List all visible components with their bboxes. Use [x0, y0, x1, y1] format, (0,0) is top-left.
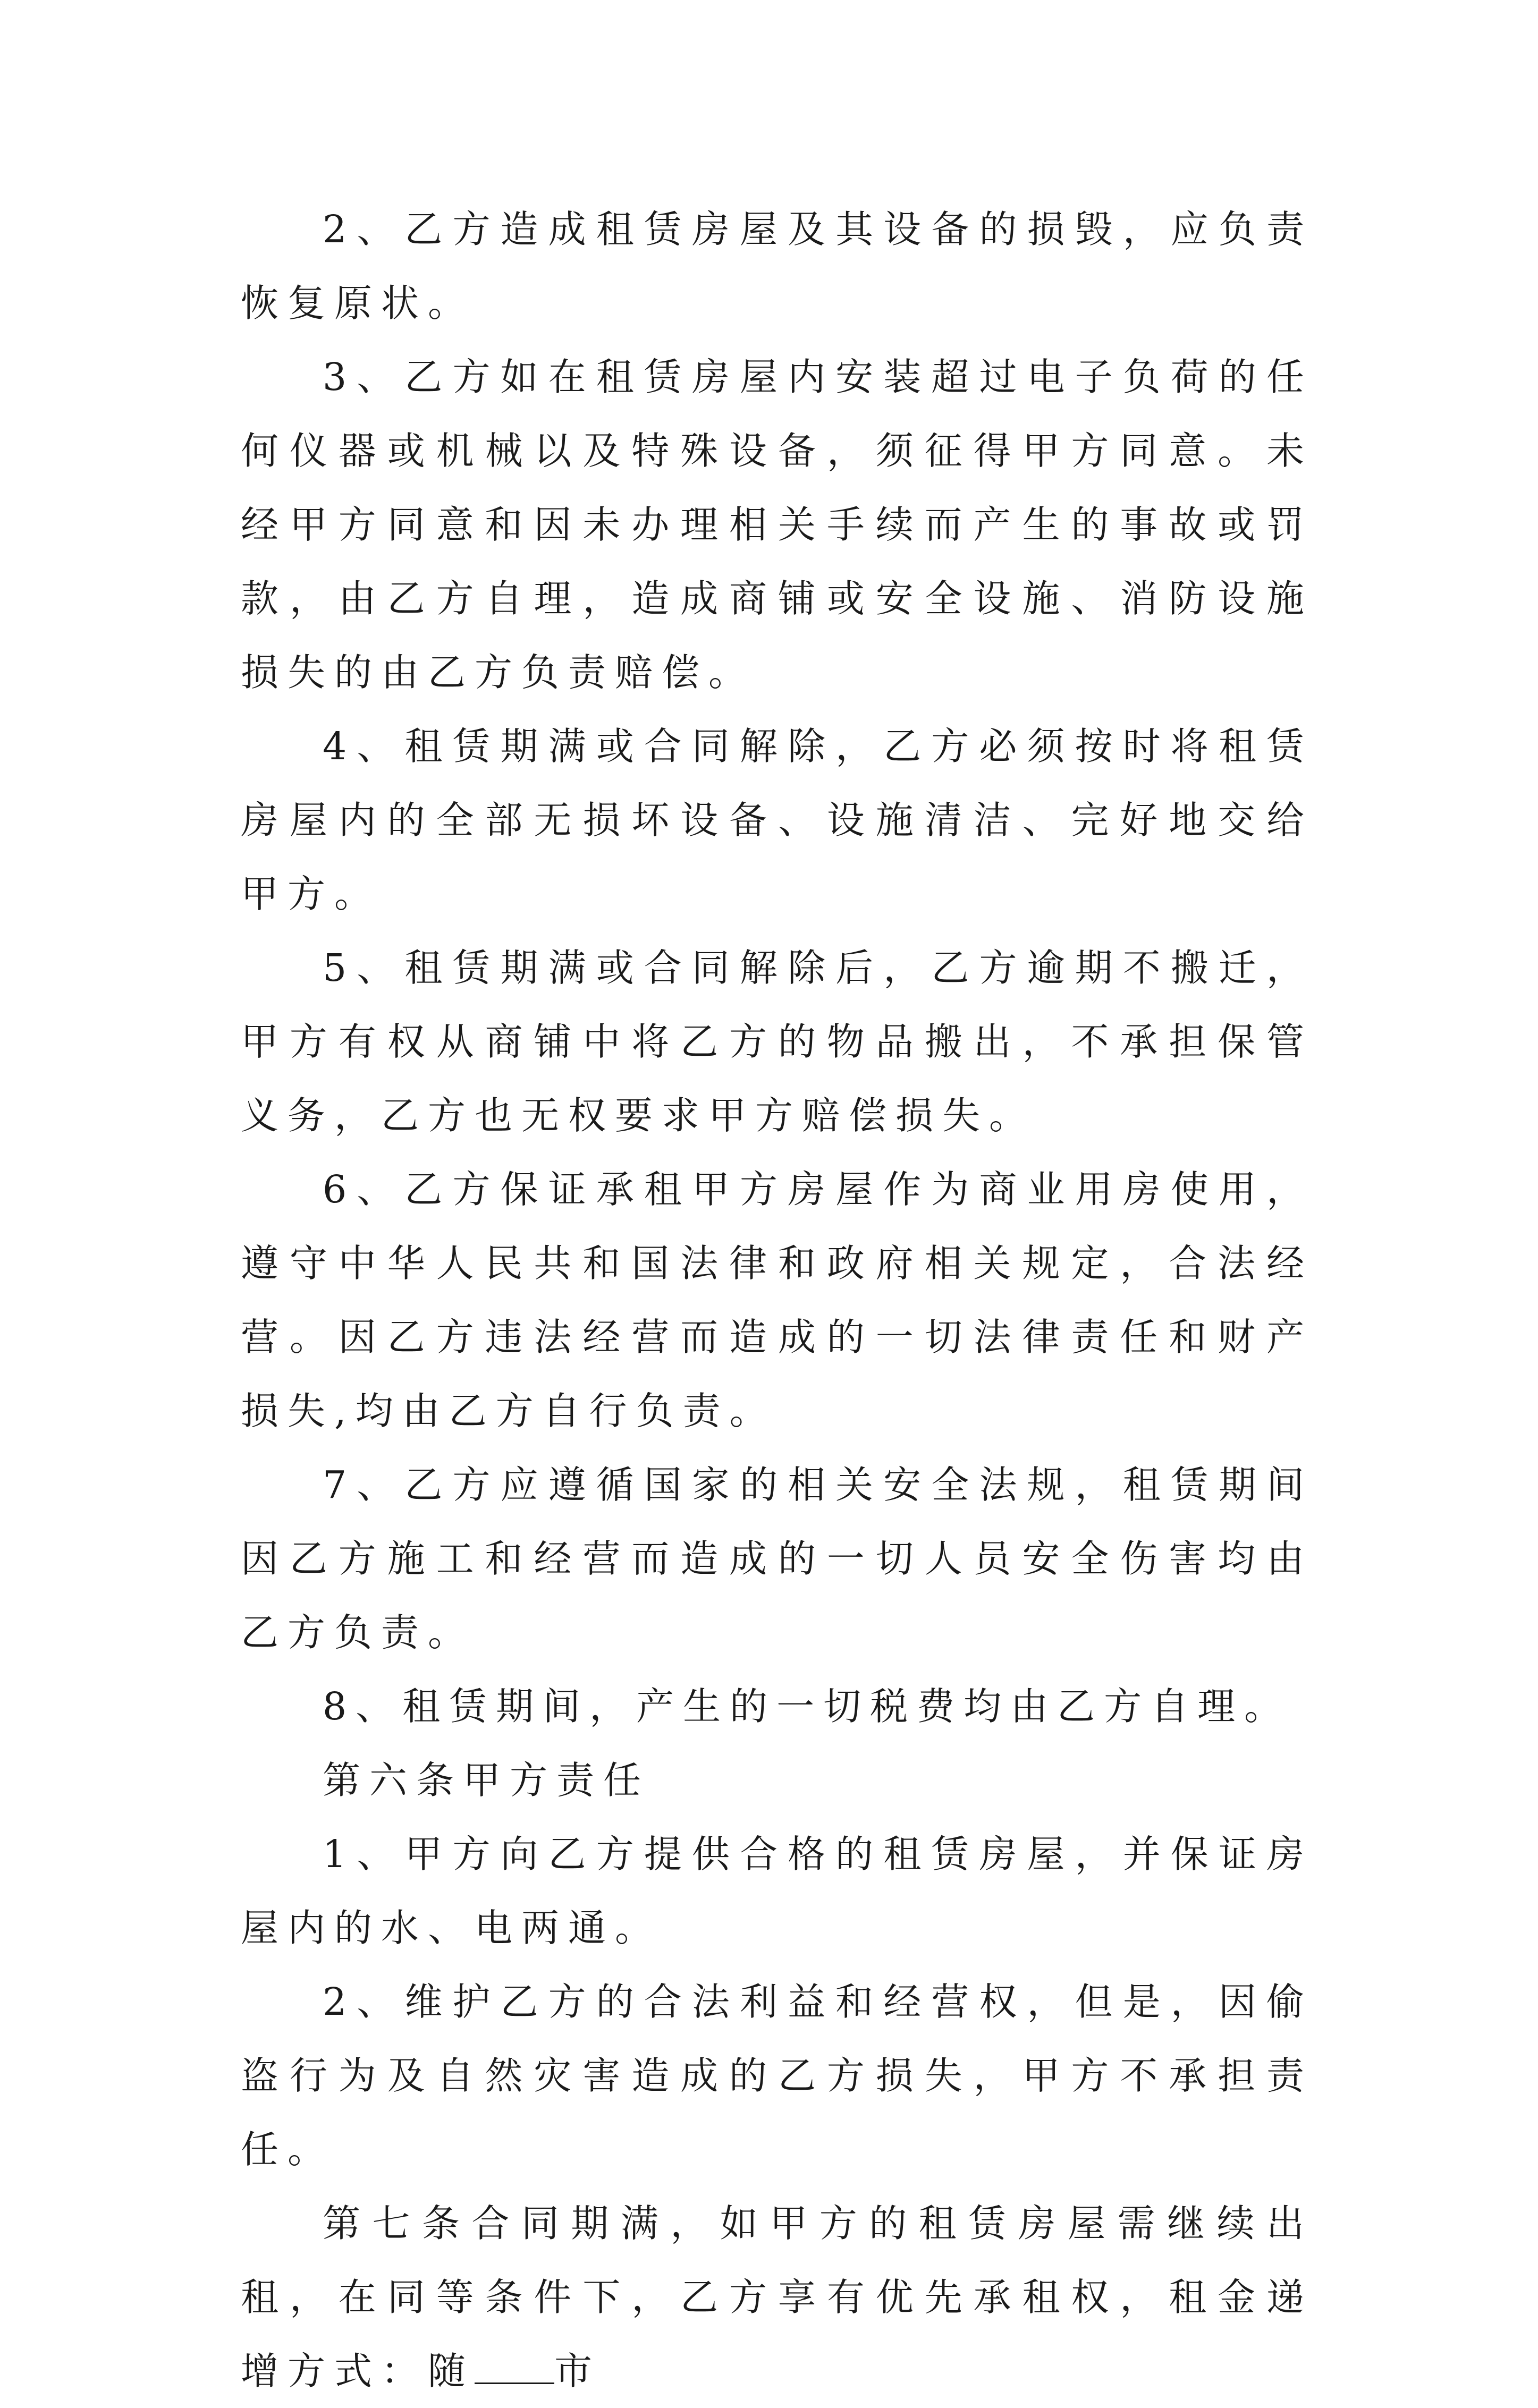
clause-5-8: 8、租赁期间，产生的一切税费均由乙方自理。: [323, 1684, 1291, 1728]
fill-blank: [475, 2351, 554, 2384]
document-body: [241, 192, 1313, 2408]
clause-5-7: 7、乙方应遵循国家的相关安全法规，租赁期间因乙方施工和经营而造成的一切人员安全伤害均由乙方负责。: [241, 1463, 1313, 1655]
clause-5-5: 5、租赁期满或合同解除后，乙方逾期不搬迁，甲方有权从商铺中将乙方的物品搬出，不承担保管义务，乙方也无权要求甲方赔偿损失。: [241, 946, 1313, 1138]
clause-6-1: 1、甲方向乙方提供合格的租赁房屋，并保证房屋内的水、电两通。: [241, 1832, 1313, 1950]
section-7-paragraph: [241, 2186, 1313, 2408]
section-6-heading: 第六条甲方责任: [323, 1758, 650, 1802]
section-7-text: 第七条合同期满，如甲方的租赁房屋需继续出租，在同等条件下，乙方享有优先承租权，租金递增方式：随: [241, 2201, 1313, 2393]
clause-6-2: 2、维护乙方的合法利益和经营权，但是，因偷盗行为及自然灾害造成的乙方损失，甲方不承担责任。: [241, 1980, 1313, 2172]
section-7-tail: 市: [554, 2349, 602, 2393]
clause-5-3: 3、乙方如在租赁房屋内安装超过电子负荷的任何仪器或机械以及特殊设备，须征得甲方同意。未经甲方同意和因未办理相关手续而产生的事故或罚款，由乙方自理，造成商铺或安全设施、消防设施损失的由乙方负责赔偿。: [241, 355, 1313, 694]
clause-5-2: 2、乙方造成租赁房屋及其设备的损毁，应负责恢复原状。: [241, 207, 1313, 325]
clause-5-4: 4、租赁期满或合同解除，乙方必须按时将租赁房屋内的全部无损坏设备、设施清洁、完好地交给甲方。: [241, 724, 1313, 916]
clause-5-6: 6、乙方保证承租甲方房屋作为商业用房使用，遵守中华人民共和国法律和政府相关规定，合法经营。因乙方违法经营而造成的一切法律责任和财产损失,均由乙方自行负责。: [241, 1167, 1313, 1433]
